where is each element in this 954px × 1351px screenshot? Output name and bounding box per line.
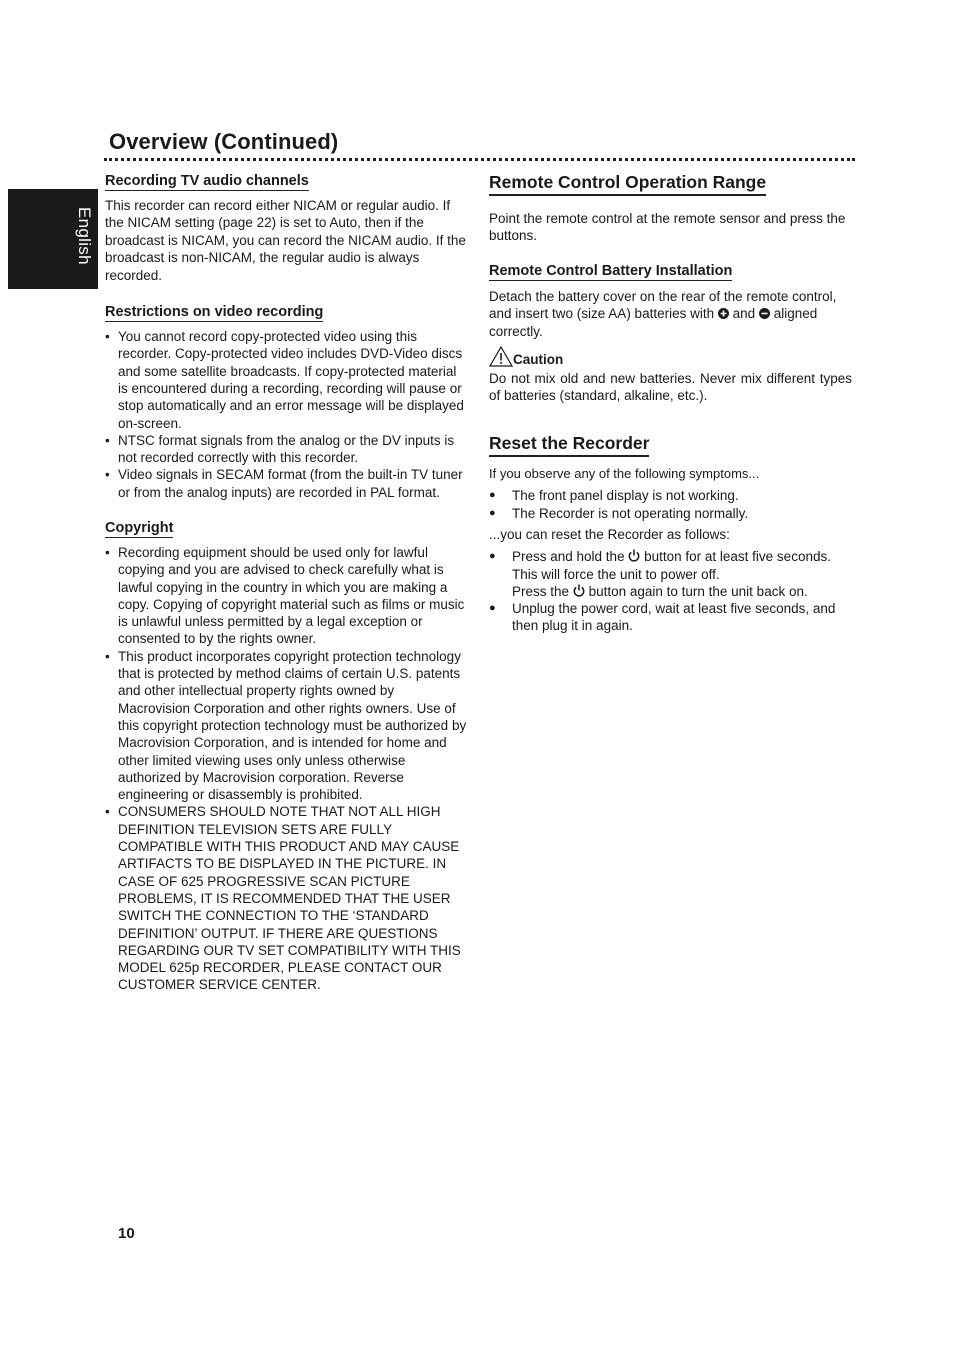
power-icon bbox=[628, 549, 640, 562]
battery-heading: Remote Control Battery Installation bbox=[489, 262, 733, 279]
language-side-tab bbox=[8, 189, 98, 289]
list-item: • This product incorporates copyright protection technology that is protected by method claims of certain U.S. patents and other intellectual property rights owned by Macrovision Corporation and other rights owners. Use of this copyright protection technology must be authorized by Macrovision Corporation, and is intended for home and other limited viewing uses only unless otherwise authorized by Macrovision corporation. Reverse engineering or disassembly is prohibited. bbox=[105, 648, 467, 803]
recording-audio-heading: Recording TV audio channels bbox=[105, 173, 309, 189]
range-heading: Remote Control Operation Range bbox=[489, 172, 766, 196]
battery-section bbox=[489, 262, 852, 340]
range-body: Point the remote control at the remote sensor and press the buttons. bbox=[489, 211, 846, 244]
list-item: • NTSC format signals from the analog or the DV inputs is not recorded correctly with this recorder. bbox=[105, 432, 455, 466]
list-item: ● The front panel display is not working. bbox=[489, 488, 739, 504]
minus-terminal-icon bbox=[759, 308, 770, 319]
reset-heading: Reset the Recorder bbox=[489, 433, 649, 457]
list-item: • CONSUMERS SHOULD NOTE THAT NOT ALL HIGH DEFINITION TELEVISION SETS ARE FULLY COMPATIBLE WITH THIS PRODUCT AND MAY CAUSE ARTIFACTS TO BE DISPLAYED IN THE PICTURE. IN CASE OF 625 PROGRESSIVE SCAN PICTURE PROBLEMS, IT IS RECOMMENDED THAT THE USER SWITCH THE CONNECTION TO THE ‘STANDARD DEFINITION’ OUTPUT. IF THERE ARE QUESTIONS REGARDING OUR TV SET COMPATIBILITY WITH THIS MODEL 625p RECORDER, PLEASE CONTACT OUR CUSTOMER SERVICE CENTER. bbox=[105, 804, 461, 993]
language-tab-label: English bbox=[75, 207, 94, 265]
dotted-divider bbox=[104, 158, 855, 161]
right-column bbox=[489, 172, 852, 635]
restrictions-section bbox=[105, 303, 467, 501]
symptom-list bbox=[489, 487, 852, 522]
list-item: • Recording equipment should be used only for lawful copying and you are advised to check carefully what is lawful copying in the country in which you are making a copy. Copying of copyright material such as films or music is unlawful unless permitted by a legal exception or consented to by the rights owner. bbox=[105, 545, 465, 647]
copyright-section bbox=[105, 519, 467, 994]
plus-terminal-icon bbox=[718, 308, 729, 319]
caution-label: Caution bbox=[513, 352, 564, 368]
restrictions-list bbox=[105, 328, 467, 501]
list-item: • Video signals in SECAM format (from the built-in TV tuner or from the analog inputs) are recorded in PAL format. bbox=[105, 467, 463, 500]
reset-steps-list bbox=[489, 548, 852, 634]
recording-audio-section bbox=[105, 172, 467, 284]
page-title: Overview (Continued) bbox=[109, 129, 339, 154]
page-number: 10 bbox=[118, 1225, 135, 1242]
warning-triangle-icon bbox=[489, 346, 513, 367]
reset-as-follows: ...you can reset the Recorder as follows: bbox=[489, 526, 730, 542]
reset-section bbox=[489, 433, 852, 635]
range-section bbox=[489, 172, 852, 245]
list-item: ● Press and hold the button for at least five seconds. This will force the unit to power off. Press the button again to turn the unit back on. bbox=[489, 549, 831, 599]
restrictions-heading: Restrictions on video recording bbox=[105, 304, 324, 321]
caution-section bbox=[489, 346, 852, 405]
list-item: • You cannot record copy-protected video using this recorder. Copy-protected video includes DVD-Video discs and some satellite broadcasts. If copy-protected material is encountered during a recording, recording will pause or stop automatically and an error message will be displayed on-screen. bbox=[105, 329, 464, 431]
copyright-list bbox=[105, 544, 467, 994]
battery-body: Detach the battery cover on the rear of the remote control, and insert two (size AA) batteries with and aligned correctly. bbox=[489, 288, 837, 339]
reset-intro: If you observe any of the following symptoms... bbox=[489, 465, 760, 481]
left-column bbox=[105, 172, 467, 994]
caution-body: Do not mix old and new batteries. Never mix different types of batteries (standard, alkaline, etc.). bbox=[489, 371, 852, 404]
list-item: ● Unplug the power cord, wait at least five seconds, and then plug it in again. bbox=[489, 601, 836, 634]
copyright-heading: Copyright bbox=[105, 520, 174, 536]
list-item: ● The Recorder is not operating normally. bbox=[489, 505, 749, 521]
recording-audio-body: This recorder can record either NICAM or regular audio. If the NICAM setting (page 22) is set to Auto, then if the broadcast is NICAM, you can record the NICAM audio. If the broadcast is non-NICAM, the regular audio is always recorded. bbox=[105, 198, 466, 283]
power-icon bbox=[573, 584, 585, 597]
